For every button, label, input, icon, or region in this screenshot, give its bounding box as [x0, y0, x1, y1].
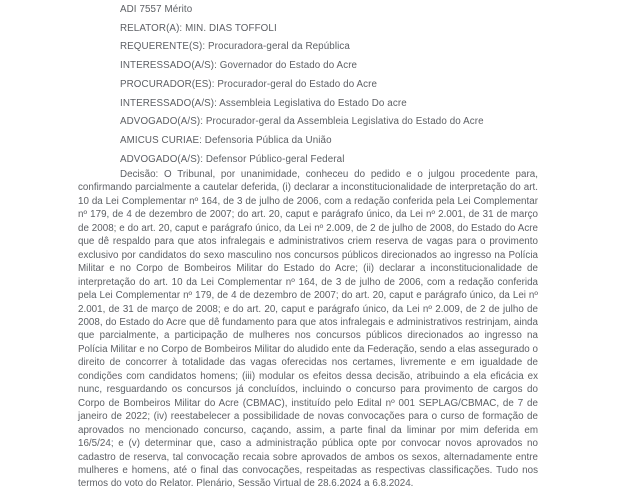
case-header [120, 1, 622, 169]
amicus-curiae-line: AMICUS CURIAE: Defensoria Pública da União [120, 134, 332, 146]
case-number-line: ADI 7557 Mérito [120, 4, 193, 15]
advogado-line-2: ADVOGADO(A/S): Defensor Público-geral Federal [120, 153, 345, 165]
requerente-line: REQUERENTE(S): Procuradora-geral da República [120, 41, 350, 53]
decision-paragraph: Decisão: O Tribunal, por unanimidade, conheceu do pedido e o julgou procedente para, confirmando parcialmente a cautelar deferida, (i) declarar a inconstitucionalidade de interpretação do art. 10 da Lei Complementar nº 164, de 3 de julho de 2006, com a redação conferida pela Lei Complementar nº 179, de 4 de dezembro de 2007; do art. 20, caput e parágrafo único, da Lei nº 2.001, de 31 de março de 2008; e do art. 20, caput e parágrafo único, da Lei nº 2.009, de 2 de julho de 2008, do Estado do Acre que dê respaldo para que atos infralegais e administrativos criem reserva de vagas para o provimento exclusivo por candidatos do sexo masculino nos concursos públicos direcionados ao ingresso na Polícia Militar e no Corpo de Bombeiros Militar do Estado do Acre; (ii) declarar a inconstitucionalidade de interpretação do art. 10 da Lei Complementar nº 164, de 3 de julho de 2006, com a redação conferida pela Lei Complementar nº 179, de 4 de dezembro de 2007; do art. 20, caput e parágrafo único, da Lei nº 2.001, de 31 de março de 2008; e do art. 20, caput e parágrafo único, da Lei nº 2.009, de 2 de julho de 2008, do Estado do Acre que dê fundamento para que atos infralegais e administrativos restrinjam, ainda que parcialmente, a participação de mulheres nos concursos públicos direcionados ao ingresso na Polícia Militar e no Corpo de Bombeiros Militar do aludido ente da Federação, sendo a elas assegurado o direito de concorrer à totalidade das vagas oferecidas nos certames, livremente e em igualdade de condições com candidatos homens; (iii) modular os efeitos dessa decisão, atribuindo a ela eficácia ex nunc, resguardando os concursos já concluídos, incluindo o concurso para provimento de cargos do Corpo de Bombeiros Militar do Acre (CBMAC), instituído pelo Edital nº 001 SEPLAG/CBMAC, de 7 de janeiro de 2022; (iv) reestabelecer a possibilidade de novas convocações para o curso de formação de aprovados no mencionado concurso, caçando, assim, a parte final da liminar por mim deferida em 16/5/24; e (v) determinar que, caso a administração pública opte por convocar novos aprovados no cadastro de reserva, tal convocação recaia sobre aprovados de ambos os sexos, alternadamente entre mulheres e homens, até o final das convocações, respeitadas as respectivas classificações. Tudo nos termos do voto do Relator. Plenário, Sessão Virtual de 28.6.2024 a 6.8.2024. [78, 169, 538, 490]
relator-line: RELATOR(A): MIN. DIAS TOFFOLI [120, 22, 277, 34]
interessado-line-1: INTERESSADO(A/S): Governador do Estado do Acre [120, 60, 358, 72]
interessado-line-2: INTERESSADO(A/S): Assembleia Legislativa do Estado Do acre [120, 97, 407, 109]
procurador-line: PROCURADOR(ES): Procurador-geral do Estado do Acre [120, 78, 378, 90]
advogado-line-1: ADVOGADO(A/S): Procurador-geral da Assembleia Legislativa do Estado do Acre [120, 116, 484, 128]
